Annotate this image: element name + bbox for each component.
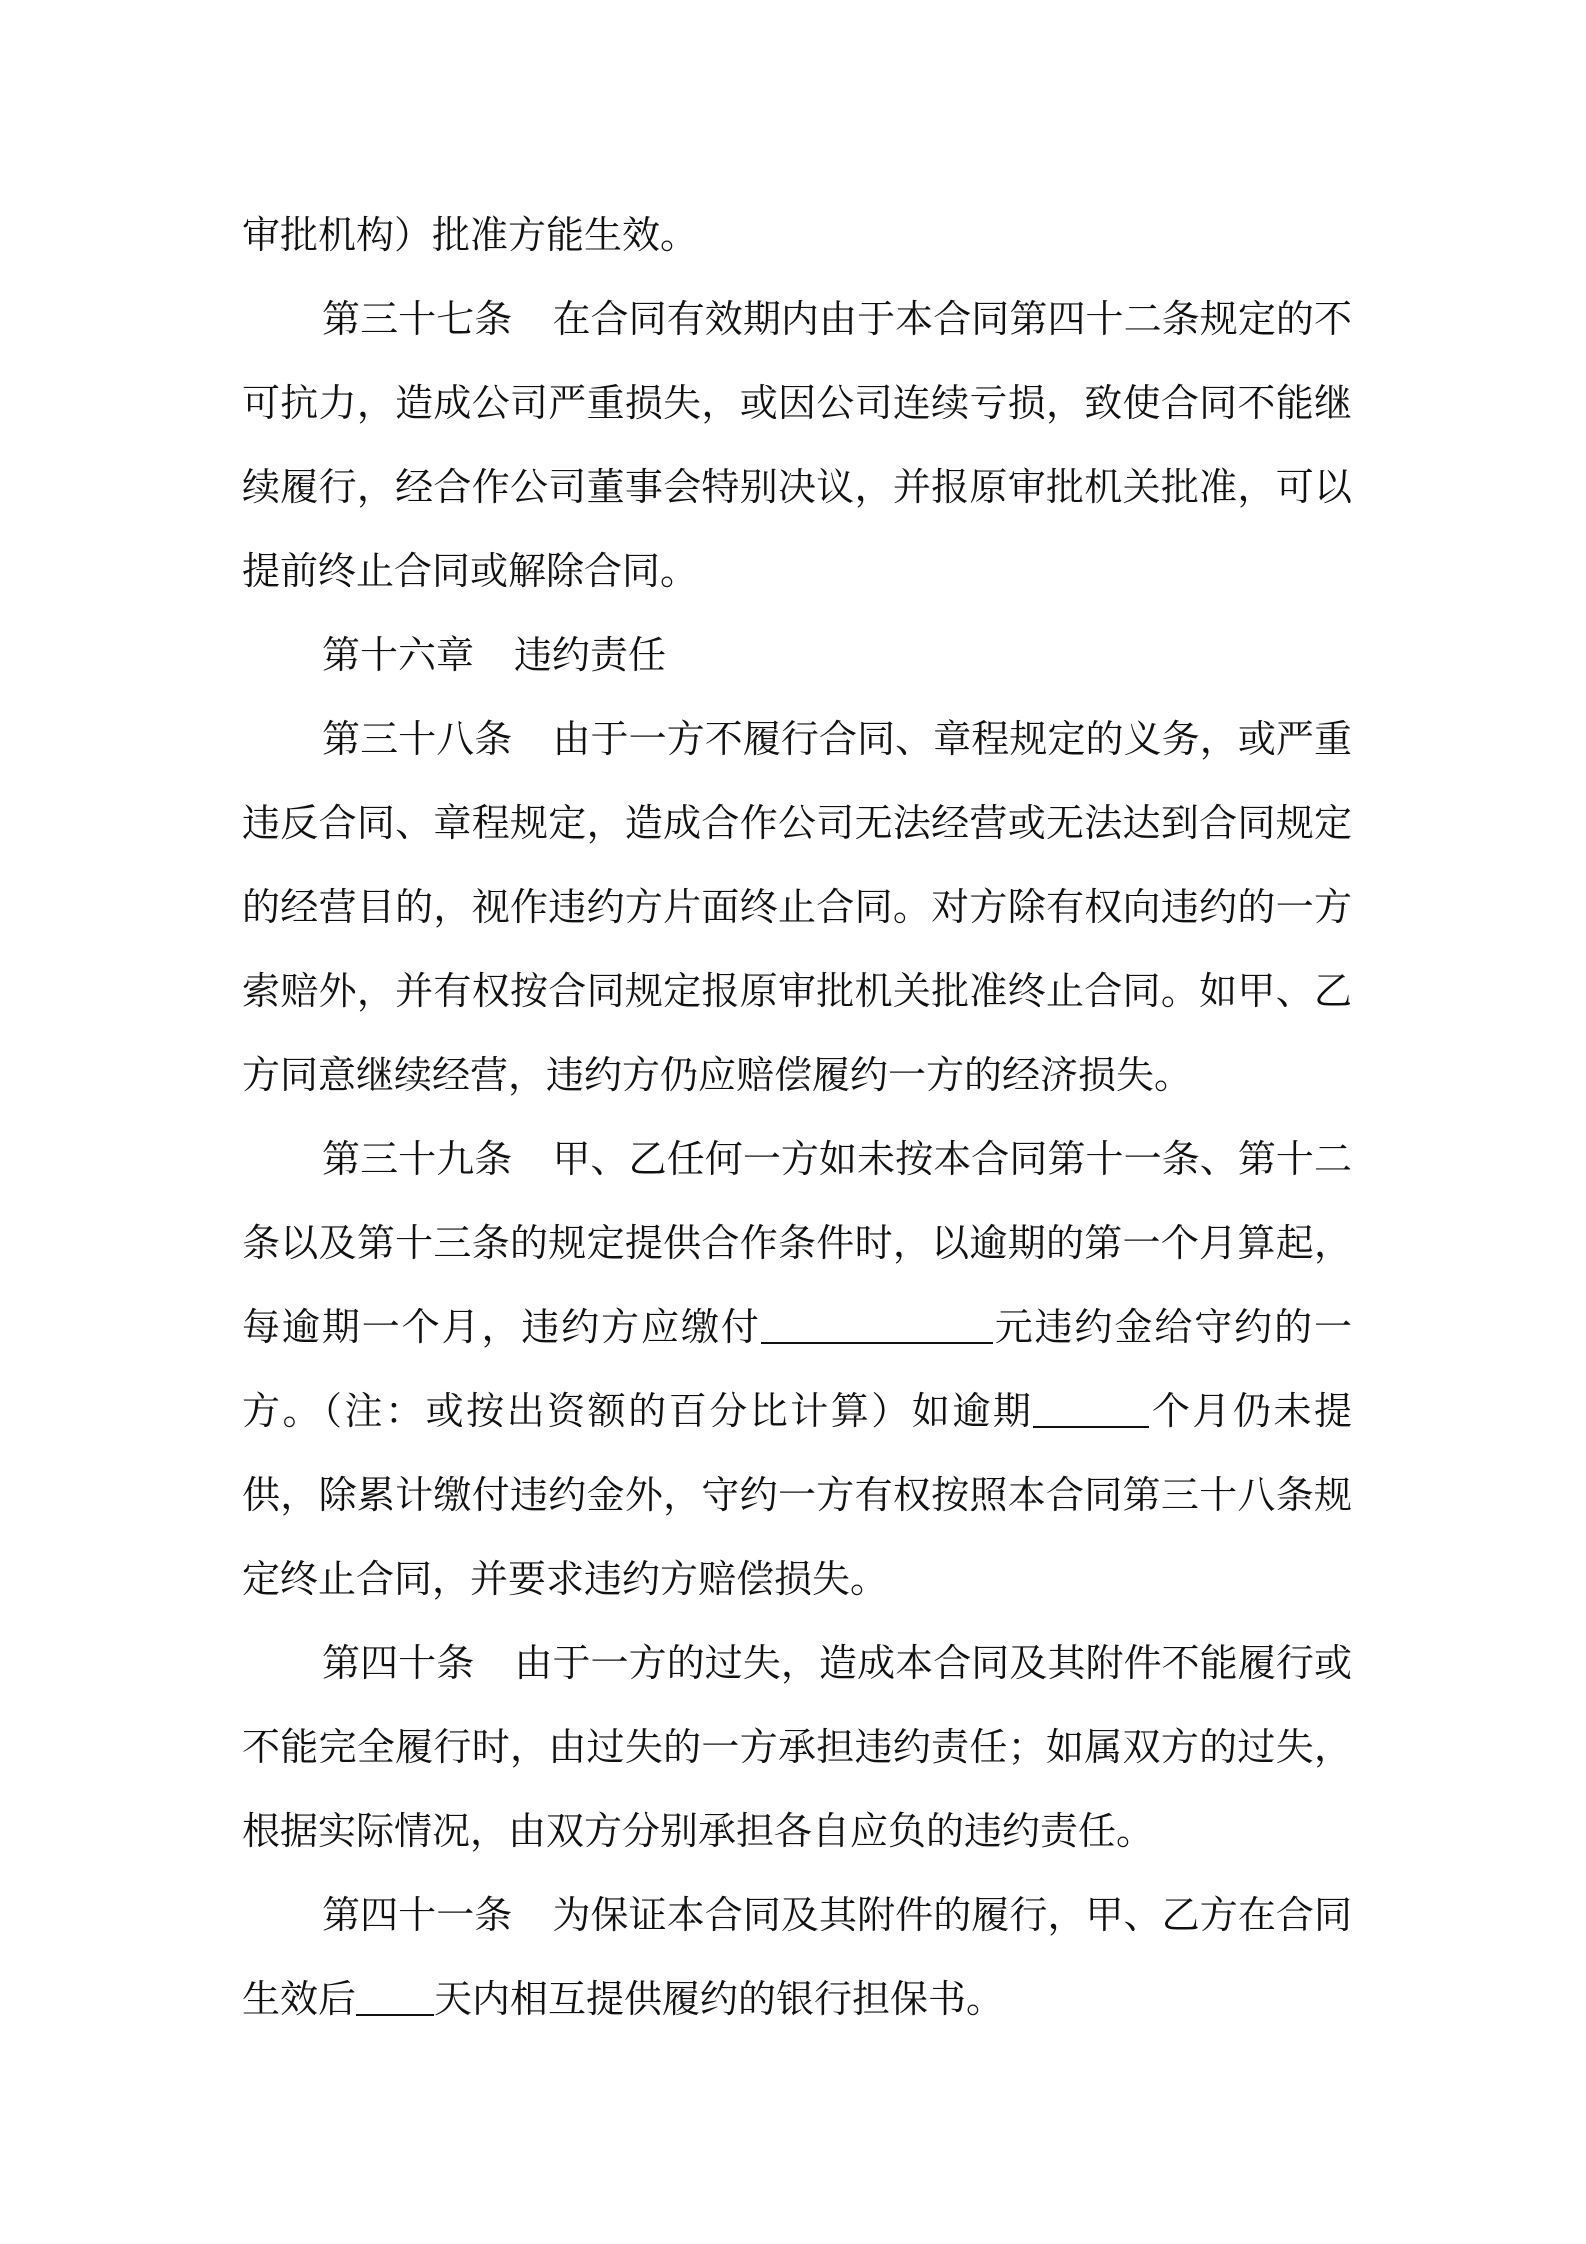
- article-41-text-part1: 为保证本合同及其附件的履行，甲、乙方在合同生效后: [242, 1893, 1352, 2021]
- guarantee-days-blank: [356, 1978, 434, 2016]
- article-37-heading: 第三十七条: [322, 297, 513, 341]
- article-40-heading: 第四十条: [322, 1641, 475, 1685]
- article-39-heading: 第三十九条: [322, 1137, 513, 1181]
- article-41: [242, 1873, 1352, 2041]
- chapter-16: [242, 613, 1352, 697]
- article-40: [242, 1621, 1352, 1873]
- paragraph-text: 审批机构）批准方能生效。: [242, 213, 699, 257]
- article-39-text-part3: 个月仍未提供，除累计缴付违约金外，守约一方有权按照本合同第三十八条规定终止合同，并要求违约方赔偿损失。: [242, 1389, 1352, 1601]
- paragraph-approval-continuation: [242, 193, 1352, 277]
- article-39: [242, 1117, 1352, 1621]
- chapter-16-title: 违约责任: [514, 633, 667, 677]
- article-41-heading: 第四十一条: [322, 1893, 513, 1937]
- chapter-16-heading: 第十六章: [322, 633, 475, 677]
- article-39-text-part1: 甲、乙任何一方如未按本合同第十一条、第十二条以及第十三条的规定提供合作条件时，以逾期的第一个月算起，每逾期一个月，违约方应缴付: [242, 1137, 1352, 1349]
- article-40-text: 由于一方的过失，造成本合同及其附件不能履行或不能完全履行时，由过失的一方承担违约责任；如属双方的过失，根据实际情况，由双方分别承担各自应负的违约责任。: [242, 1641, 1352, 1853]
- penalty-amount-blank: [761, 1306, 993, 1344]
- article-37: [242, 277, 1352, 613]
- article-38-text: 由于一方不履行合同、章程规定的义务，或严重违反合同、章程规定，造成合作公司无法经营或无法达到合同规定的经营目的，视作违约方片面终止合同。对方除有权向违约的一方索赔外，并有权按合同规定报原审批机关批准终止合同。如甲、乙方同意继续经营，违约方仍应赔偿履约一方的经济损失。: [242, 717, 1352, 1097]
- article-41-text-part2: 天内相互提供履约的银行担保书。: [434, 1977, 1005, 2021]
- overdue-months-blank: [1033, 1390, 1149, 1428]
- article-37-text: 在合同有效期内由于本合同第四十二条规定的不可抗力，造成公司严重损失，或因公司连续亏损，致使合同不能继续履行，经合作公司董事会特别决议，并报原审批机关批准，可以提前终止合同或解除合同。: [242, 297, 1352, 593]
- article-38-heading: 第三十八条: [322, 717, 513, 761]
- document-body: [242, 193, 1352, 2041]
- article-38: [242, 697, 1352, 1117]
- article-39-text-part2: 元违约金给守约的一方。（注：或按出资额的百分比计算）如逾期: [242, 1305, 1352, 1433]
